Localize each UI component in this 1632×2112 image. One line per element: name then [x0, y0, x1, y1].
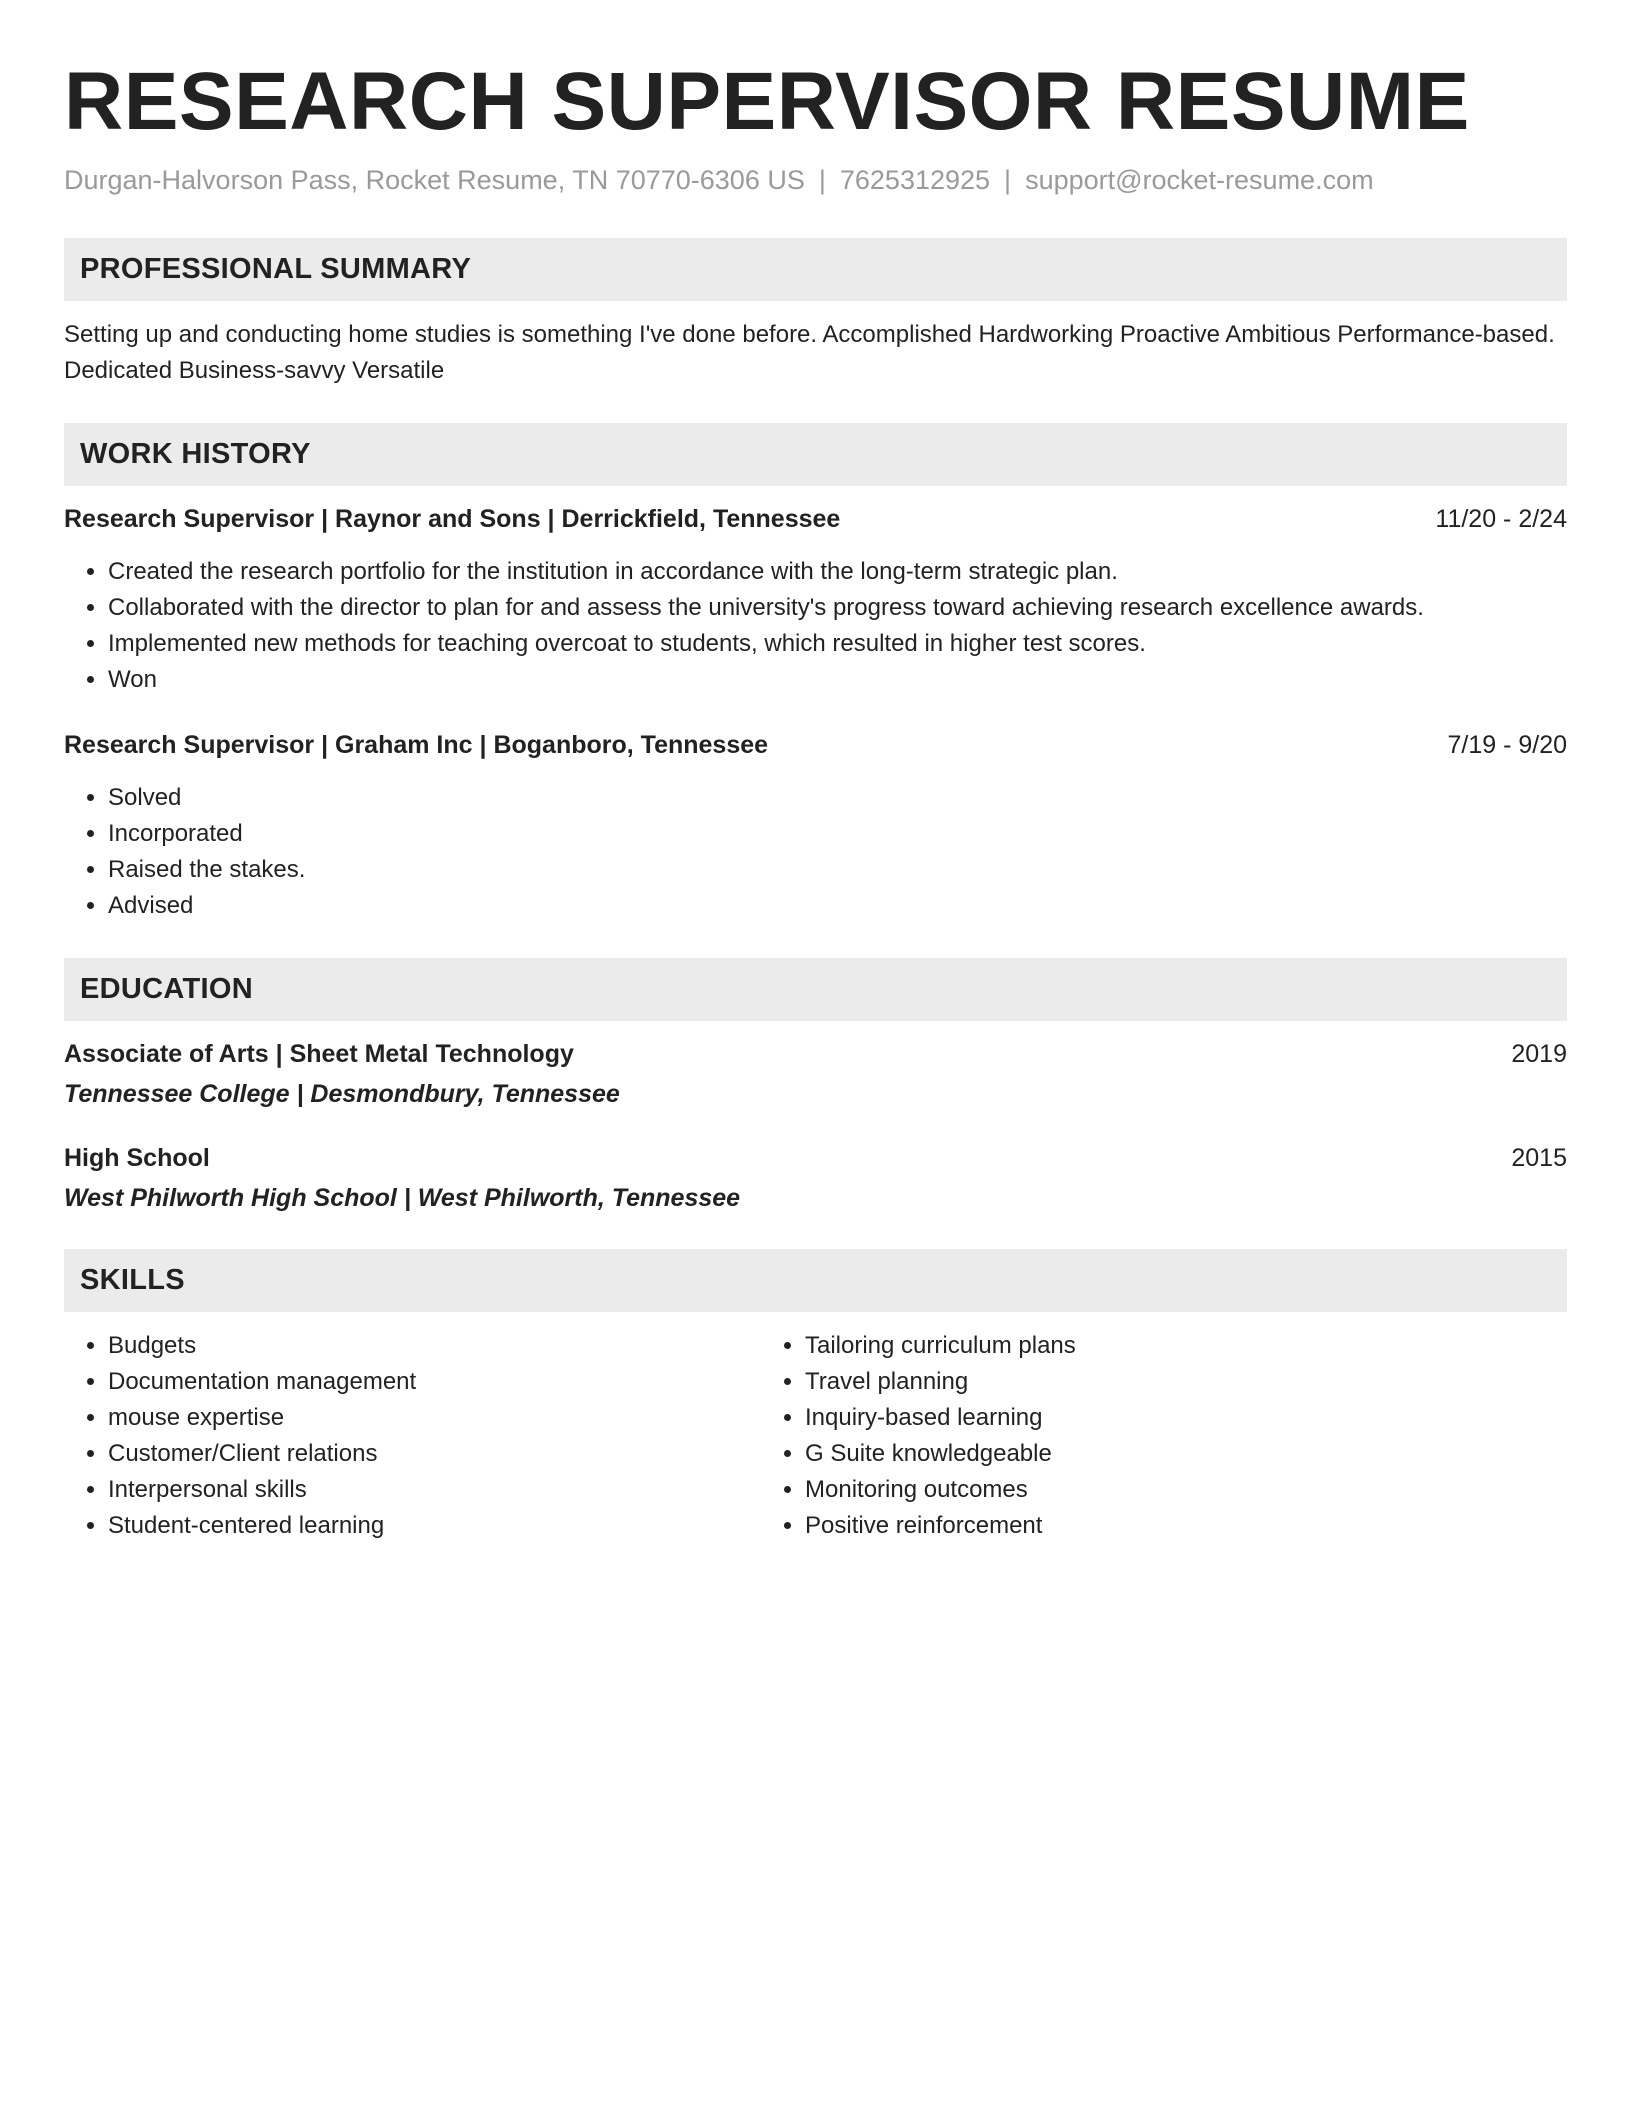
contact-separator: |	[1004, 165, 1012, 195]
job-bullet: • Raised the stakes.	[108, 852, 1567, 888]
job-title: Research Supervisor | Graham Inc | Boganboro, Tennessee	[64, 731, 769, 759]
resume-title: RESEARCH SUPERVISOR RESUME	[64, 56, 1470, 147]
job-bullet: • Won	[108, 662, 1567, 698]
education-degree: Associate of Arts | Sheet Metal Technology	[64, 1040, 574, 1068]
skill-item: • Monitoring outcomes	[805, 1472, 1458, 1508]
skill-item: • Customer/Client relations	[108, 1436, 761, 1472]
skills-grid	[64, 1328, 1567, 1544]
skill-item: • Inquiry-based learning	[805, 1400, 1458, 1436]
section-header-work-history: WORK HISTORY	[64, 423, 1567, 486]
job-bullet: • Solved	[108, 780, 1567, 816]
job-header	[64, 728, 1567, 762]
job-bullet: • Incorporated	[108, 816, 1567, 852]
job-bullets	[64, 780, 1567, 924]
skill-item: • Interpersonal skills	[108, 1472, 761, 1508]
section-header-education: EDUCATION	[64, 958, 1567, 1021]
job-bullet: • Collaborated with the director to plan for and assess the university's progress toward achieving research excellence awards.	[108, 590, 1567, 626]
education-school: Tennessee College | Desmondbury, Tennessee	[64, 1080, 620, 1108]
contact-email: support@rocket-resume.com	[1025, 165, 1374, 195]
job-dates: 11/20 - 2/24	[1435, 505, 1567, 533]
job-entry	[64, 728, 1567, 924]
skill-item: • Student-centered learning	[108, 1508, 761, 1544]
education-degree: High School	[64, 1144, 210, 1172]
contact-separator: |	[818, 165, 826, 195]
job-bullet: • Implemented new methods for teaching overcoat to students, which resulted in higher test scores.	[108, 626, 1567, 662]
skills-column-left	[64, 1328, 761, 1544]
education-year: 2015	[1511, 1144, 1567, 1172]
job-header	[64, 502, 1567, 536]
skill-item: • Positive reinforcement	[805, 1508, 1458, 1544]
section-header-skills: SKILLS	[64, 1249, 1567, 1312]
job-bullets	[64, 554, 1567, 698]
skill-item: • mouse expertise	[108, 1400, 761, 1436]
job-bullet: • Advised	[108, 888, 1567, 924]
job-dates: 7/19 - 9/20	[1447, 731, 1567, 759]
education-year: 2019	[1511, 1040, 1567, 1068]
skill-item: • Tailoring curriculum plans	[805, 1328, 1458, 1364]
education-school: West Philworth High School | West Philworth, Tennessee	[64, 1184, 741, 1212]
contact-line	[64, 162, 1567, 198]
job-entry	[64, 502, 1567, 698]
skills-column-right	[761, 1328, 1458, 1544]
skill-item: • Documentation management	[108, 1364, 761, 1400]
skill-item: • Budgets	[108, 1328, 761, 1364]
contact-phone: 7625312925	[839, 165, 991, 195]
contact-address: Durgan-Halvorson Pass, Rocket Resume, TN 70770-6306 US	[64, 165, 805, 195]
skill-item: • G Suite knowledgeable	[805, 1436, 1458, 1472]
summary-text: Setting up and conducting home studies is something I've done before. Accomplished Hardworking Proactive Ambitious Performance-based. Dedicated Business-savvy Versatile	[64, 321, 1555, 384]
job-title: Research Supervisor | Raynor and Sons | Derrickfield, Tennessee	[64, 505, 841, 533]
education-header	[64, 1141, 1567, 1175]
education-entry	[64, 1141, 1567, 1215]
education-entry	[64, 1037, 1567, 1111]
section-header-summary: PROFESSIONAL SUMMARY	[64, 238, 1567, 301]
education-header	[64, 1037, 1567, 1071]
resume-page	[64, 52, 1567, 1544]
skill-item: • Travel planning	[805, 1364, 1458, 1400]
job-bullet: • Created the research portfolio for the institution in accordance with the long-term strategic plan.	[108, 554, 1567, 590]
